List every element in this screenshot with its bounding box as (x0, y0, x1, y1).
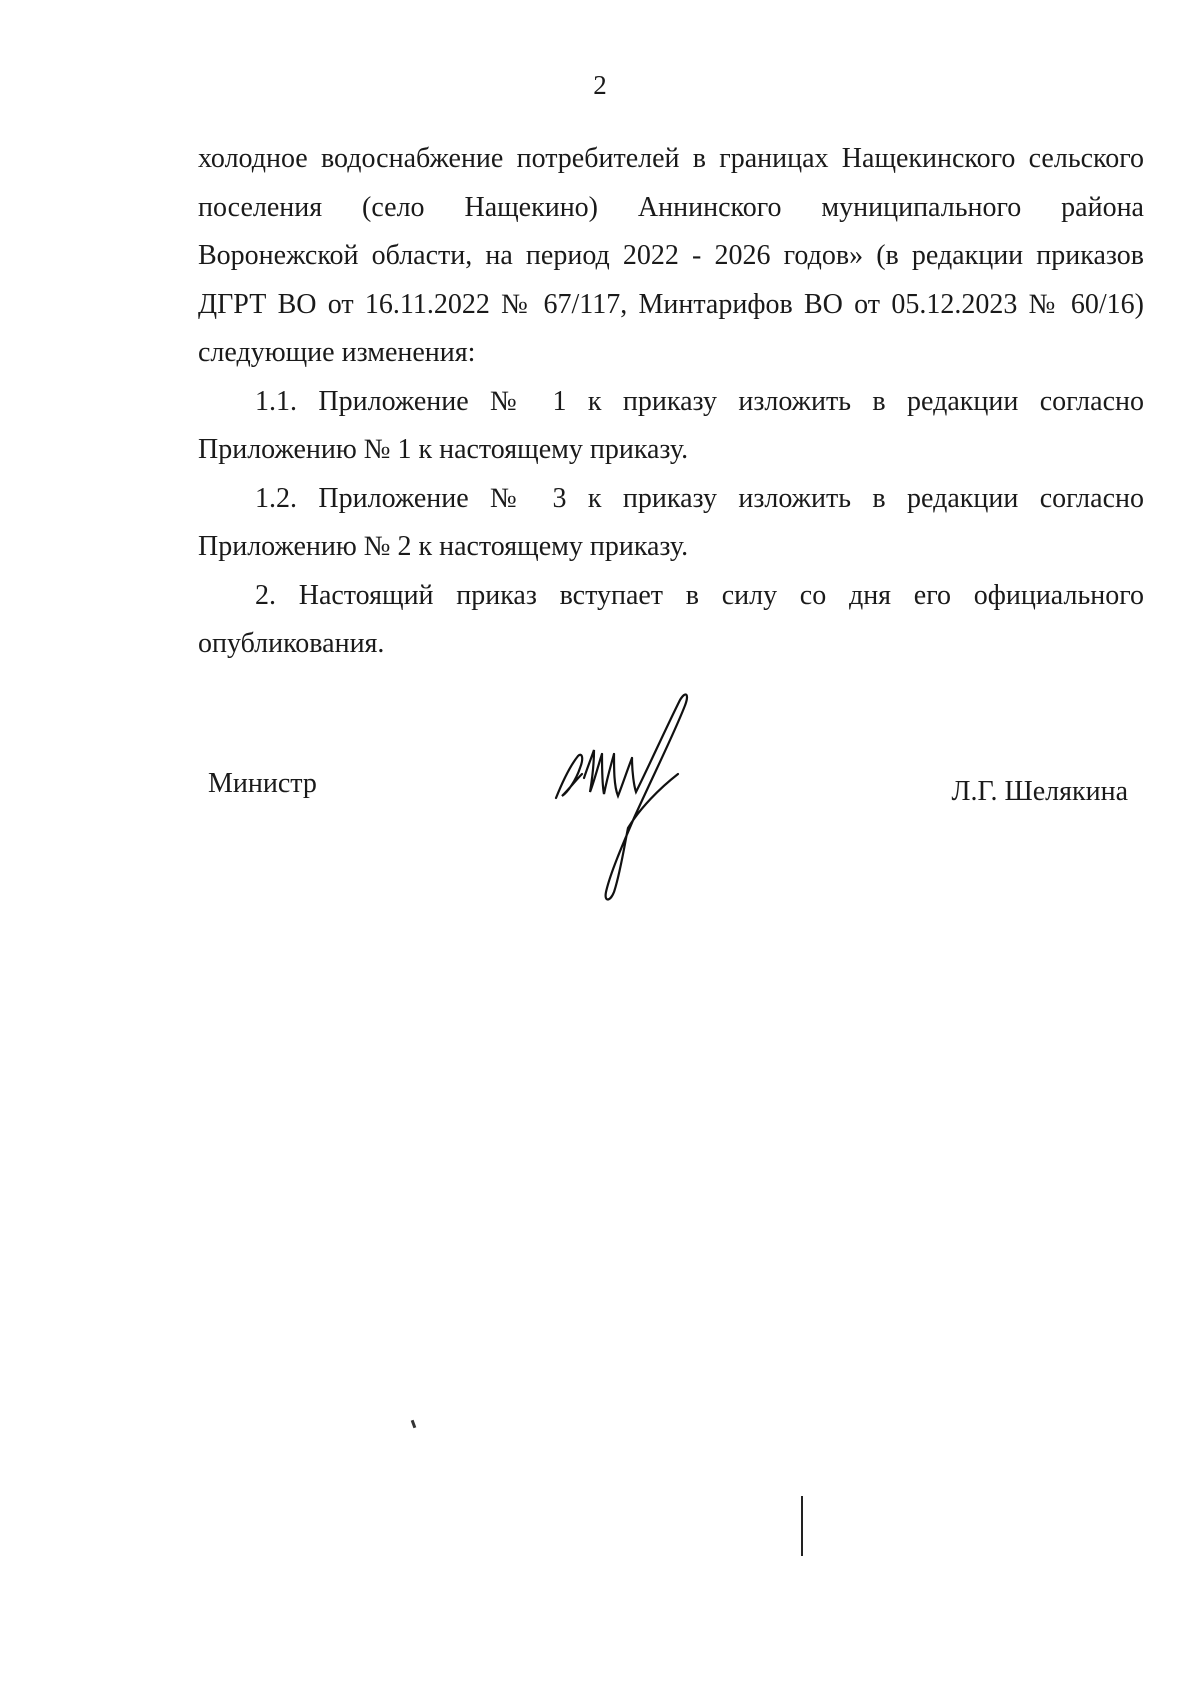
signatory-name: Л.Г. Шелякина (951, 776, 1128, 807)
paragraph-continuation: холодное водоснабжение потребителей в границах Нащекинского сельского поселения (село Нащекино) Аннинского муниципального района Воронежской области, на период 2022 - 2026 годов» (в редакции приказов ДГРТ ВО от 16.11.2022 № 67/117, Минтарифов ВО от 05.12.2023 № 60/16) следующие изменения: (198, 143, 1144, 368)
handwritten-signature (548, 688, 728, 908)
paragraph-item-2: 2. Настоящий приказ вступает в силу со дня его официального опубликования. (198, 579, 1144, 659)
paragraph-item-1-2: 1.2. Приложение № 3 к приказу изложить в редакции согласно Приложению № 2 к настоящему приказу. (198, 482, 1144, 562)
paragraph-item-1-1: 1.1. Приложение № 1 к приказу изложить в редакции согласно Приложению № 1 к настоящему приказу. (198, 385, 1144, 465)
page-number: 2 (593, 70, 607, 100)
document-body (198, 135, 1144, 669)
scan-artifact-line (801, 1496, 803, 1556)
scan-artifact-dot (411, 1420, 417, 1429)
signatory-title: Министр (208, 768, 317, 799)
